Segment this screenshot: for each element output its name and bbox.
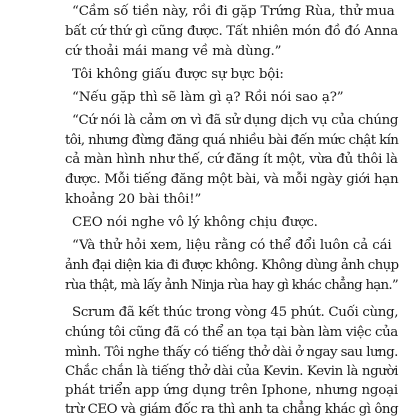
text-line: bất cứ thứ gì cũng được. Tất nhiên món đồ đó Anna — [65, 24, 398, 39]
text-line: mình. Tôi nghe thấy có tiếng thở dài ở ngay sau lưng. — [65, 345, 398, 360]
text-line: Chắc chắn là tiếng thở dài của Kevin. Kevin là người — [65, 364, 398, 379]
text-line: tôi, nhưng đừng đăng quá nhiều bài đến mức chật kín — [65, 133, 399, 148]
text-line: Tôi không giấu được sự bực bội: — [72, 67, 284, 82]
text-line: chúng tôi cũng đã có thể an tọa tại bàn làm việc của — [65, 325, 398, 340]
text-line: khoảng 20 bài thôi!” — [65, 192, 202, 207]
text-line: cả màn hình như thế, cứ đăng ít một, vừa đủ thôi là — [65, 152, 398, 167]
text-line: rùa thật, mà lấy ảnh Ninja rùa hay gì khác chẳng hạn.” — [65, 278, 398, 293]
text-line: ảnh đại diện kia đi được không. Không dùng ảnh chụp — [65, 258, 399, 273]
text-line: “Và thử hỏi xem, liệu rằng có thể đổi luôn cả cái — [72, 238, 392, 253]
text-line: Scrum đã kết thúc trong vòng 45 phút. Cuối cùng, — [72, 305, 399, 320]
text-line: “Nếu gặp thì sẽ làm gì ạ? Rồi nói sao ạ?” — [72, 90, 344, 105]
text-line: được. Mỗi tiếng đăng một bài, và mỗi ngày giới hạn — [65, 172, 399, 187]
text-line: cứ thoải mái mang về mà dùng.” — [65, 44, 282, 59]
text-line: trừ CEO và giám đốc ra thì anh ta chẳng khác gì ông — [65, 402, 399, 417]
text-line: phát triển app ứng dụng trên Iphone, nhưng ngoại — [65, 383, 398, 398]
text-line: “Cứ nói là cảm ơn vì đã sử dụng dịch vụ của chúng — [72, 113, 399, 128]
text-line: “Cầm số tiền này, rồi đi gặp Trứng Rùa, thử mua — [72, 4, 395, 19]
text-line: CEO nói nghe vô lý không chịu được. — [72, 215, 318, 230]
